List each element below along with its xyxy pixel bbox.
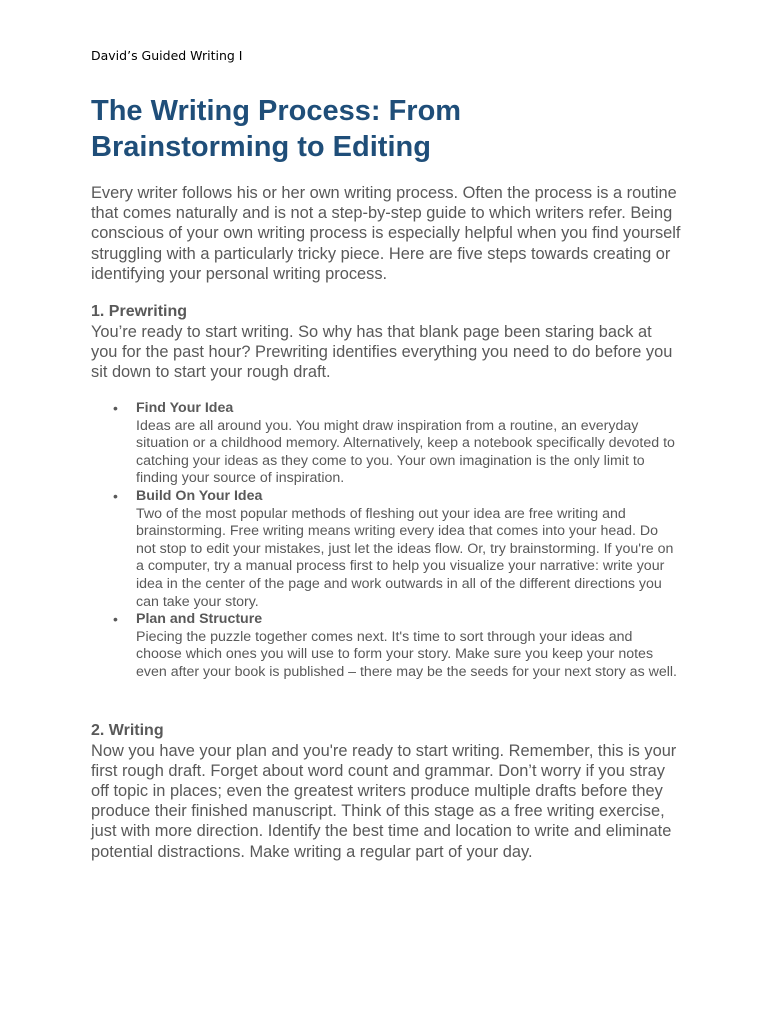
list-item-find-your-idea xyxy=(91,400,681,488)
list-item-build-on-your-idea xyxy=(91,488,681,611)
list-item-title: Find Your Idea xyxy=(136,400,234,416)
document-title: The Writing Process: From Brainstorming to Editing xyxy=(91,95,462,163)
list-item-title: Plan and Structure xyxy=(136,611,263,628)
list-item-text: Piecing the puzzle together comes next. It's time to sort through your ideas and choose which ones you will use to form your story. Make sure you keep your notes even after your book is published – there may be the seeds for your next story as well. xyxy=(136,628,677,680)
bullet-icon: • xyxy=(113,611,118,628)
bullet-icon: • xyxy=(113,400,118,416)
section-body: Now you have your plan and you're ready to start writing. Remember, this is your first rough draft. Forget about word count and grammar. Don’t worry if you stray off topic in places; even the greatest writers produce multiple drafts before they produce their finished manuscript. Think of this stage as a free writing exercise, just with more direction. Identify the best time and location to write and eliminate potential distractions. Make writing a regular part of your day. xyxy=(91,741,677,861)
section-heading: 1. Prewriting xyxy=(91,303,188,320)
section-prewriting xyxy=(91,302,681,382)
prewriting-bullet-list xyxy=(91,400,681,682)
section-body: You’re ready to start writing. So why has that blank page been staring back at you for the past hour? Prewriting identifies everything you need to do before you sit down to start your rough draft. xyxy=(91,322,673,381)
section-heading: 2. Writing xyxy=(91,722,164,739)
list-item-text: Two of the most popular methods of fleshing out your idea are free writing and brainstorming. Free writing means writing every idea that comes into your head. Do not stop to edit your mistakes, just let the ideas flow. Or, try brainstorming. If you're on a computer, try a manual process first to help you visualize your narrative: write your idea in the center of the page and work outwards in all of the different directions you can take your story. xyxy=(136,505,674,610)
running-header: David’s Guided Writing I xyxy=(91,48,243,63)
list-item-plan-and-structure xyxy=(91,611,681,681)
list-item-text: Ideas are all around you. You might draw inspiration from a routine, an everyday situation or a childhood memory. Alternatively, keep a notebook specifically devoted to catching your ideas as they come to you. Your own imagination is the only limit to finding your source of inspiration. xyxy=(136,417,675,487)
section-writing xyxy=(91,721,681,862)
bullet-icon: • xyxy=(113,487,118,504)
list-item-title: Build On Your Idea xyxy=(136,487,263,504)
intro-paragraph: Every writer follows his or her own writing process. Often the process is a routine that comes naturally and is not a step-by-step guide to which writers refer. Being conscious of your own writing process is especially helpful when you find yourself struggling with a particularly tricky piece. Here are five steps towards creating or identifying your personal writing process. xyxy=(91,184,681,283)
